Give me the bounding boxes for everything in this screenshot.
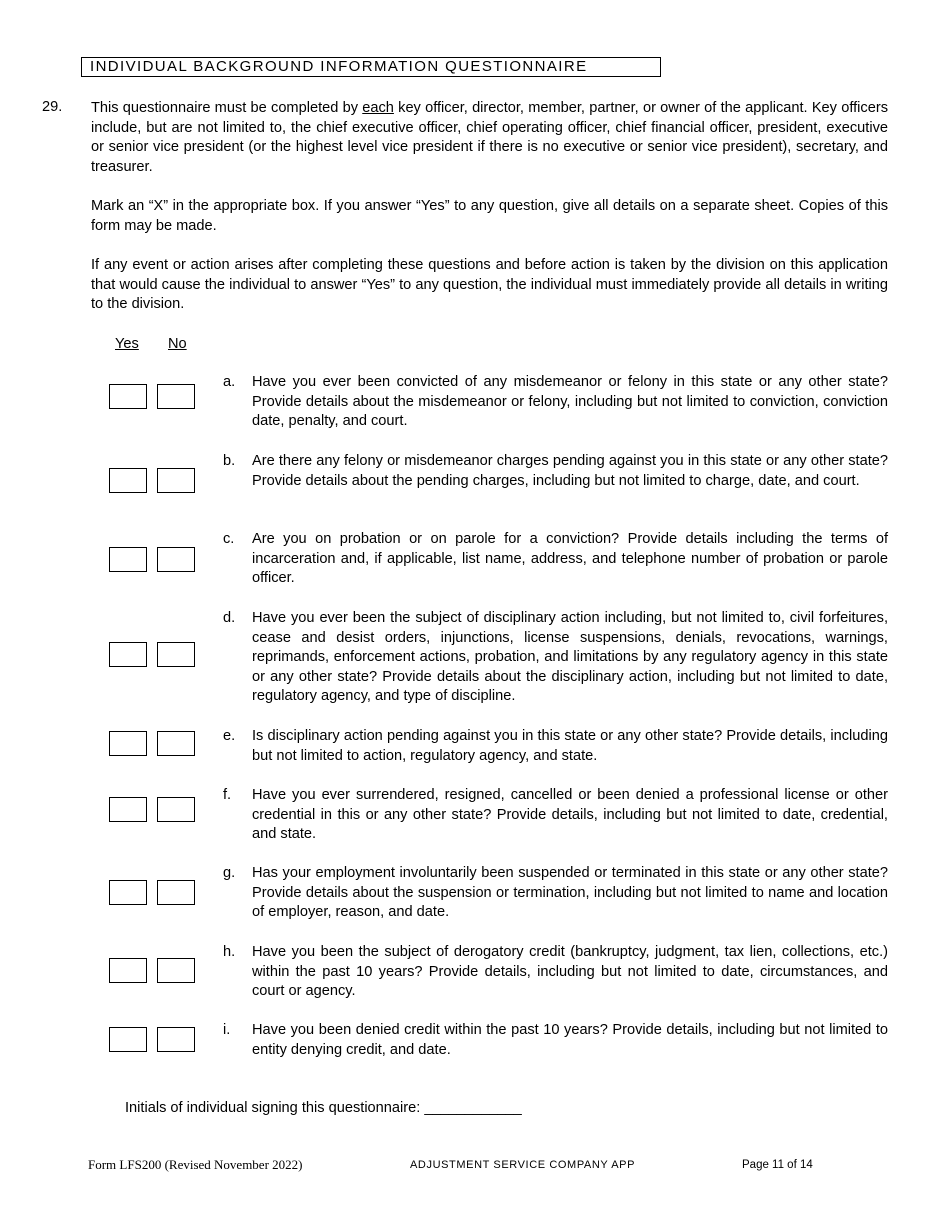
no-checkbox[interactable] (157, 468, 195, 493)
initials-field[interactable]: Initials of individual signing this questionnaire: ____________ (125, 1100, 522, 1116)
question-letter: a. (223, 374, 236, 390)
question-text: Are you on probation or on parole for a conviction? Provide details including the terms of incarceration and, if applicable, list name, address, and telephone number of probation or parole officer. (252, 531, 888, 587)
footer-form-id: Form LFS200 (Revised November 2022) (88, 1157, 303, 1172)
no-checkbox[interactable] (157, 797, 195, 822)
question-number: 29. (42, 99, 63, 115)
no-checkbox[interactable] (157, 958, 195, 983)
question-letter: c. (223, 531, 235, 547)
question-letter: d. (223, 610, 236, 626)
question-letter: g. (223, 865, 236, 881)
question-text: Have you ever surrendered, resigned, cancelled or been denied a professional license or other credential in this or any other state? Provide details, including but not limited to date, credential, and state. (252, 787, 888, 843)
yes-column-header: Yes (115, 336, 139, 352)
question-text: Have you ever been the subject of disciplinary action including, but not limited to, civil forfeitures, cease and desist orders, injunctions, license suspensions, denials, revocations, warnings, reprimands, enforcement actions, probation, and limitations by any regulatory agency in this state or any other state? Provide details about the disciplinary action, including but not limited to date, regulatory agency, and type of discipline. (252, 610, 888, 705)
yes-checkbox[interactable] (109, 731, 147, 756)
no-checkbox[interactable] (157, 1027, 195, 1052)
yes-checkbox[interactable] (109, 797, 147, 822)
question-text: Have you been denied credit within the past 10 years? Provide details, including but not limited to entity denying credit, and date. (252, 1022, 888, 1058)
question-text: Has your employment involuntarily been suspended or terminated in this state or any other state? Provide details about the suspension or termination, including but not limited to name and location of employer, reason, and date. (252, 865, 888, 921)
emphasis-each: each (362, 100, 394, 116)
no-checkbox[interactable] (157, 547, 195, 572)
question-text: Have you ever been convicted of any misdemeanor or felony in this state or any other state? Provide details about the misdemeanor or felony, including but not limited to conviction, conviction date, penalty, and court. (252, 374, 888, 430)
instructions-paragraph-2: Mark an “X” in the appropriate box. If you answer “Yes” to any question, give all details on a separate sheet. Copies of this form may be made. (91, 198, 888, 234)
page-title: INDIVIDUAL BACKGROUND INFORMATION QUESTIONNAIRE (81, 57, 661, 77)
question-text: Are there any felony or misdemeanor charges pending against you in this state or any other state? Provide details about the pending charges, including but not limited to charge, date, and court. (252, 453, 888, 489)
instructions-paragraph-3: If any event or action arises after completing these questions and before action is taken by the division on this application that would cause the individual to answer “Yes” to any question, the individual must immediately provide all details in writing to the division. (91, 257, 888, 313)
yes-checkbox[interactable] (109, 547, 147, 572)
yes-checkbox[interactable] (109, 642, 147, 667)
question-letter: f. (223, 787, 232, 803)
footer-page-number: Page 11 of 14 (742, 1159, 813, 1171)
question-letter: e. (223, 728, 236, 744)
no-checkbox[interactable] (157, 642, 195, 667)
yes-checkbox[interactable] (109, 1027, 147, 1052)
yes-checkbox[interactable] (109, 468, 147, 493)
no-checkbox[interactable] (157, 731, 195, 756)
question-letter: i. (223, 1022, 231, 1038)
yes-checkbox[interactable] (109, 384, 147, 409)
footer-app-name: ADJUSTMENT SERVICE COMPANY APP (410, 1159, 636, 1171)
yes-checkbox[interactable] (109, 880, 147, 905)
no-column-header: No (168, 336, 187, 352)
question-letter: b. (223, 453, 236, 469)
yes-checkbox[interactable] (109, 958, 147, 983)
instructions-text: This questionnaire must be completed by (91, 100, 363, 116)
instructions-paragraph-1 (91, 99, 888, 177)
question-letter: h. (223, 944, 236, 960)
no-checkbox[interactable] (157, 880, 195, 905)
instructions-text: key officer, director, member, partner, or owner of the applicant. Key officers include, but are not limited to, the chief executive officer, chief operating officer, chief financial officer, president, executive or senior vice president (or the highest level vice president if there is no executive or senior vice president), secretary, and treasurer. (91, 100, 888, 175)
no-checkbox[interactable] (157, 384, 195, 409)
question-text: Is disciplinary action pending against you in this state or any other state? Provide details, including but not limited to action, regulatory agency, and state. (252, 728, 888, 764)
question-text: Have you been the subject of derogatory credit (bankruptcy, judgment, tax lien, collections, etc.) within the past 10 years? Provide details, including but not limited to date, circumstances, and court or agency. (252, 944, 888, 1000)
